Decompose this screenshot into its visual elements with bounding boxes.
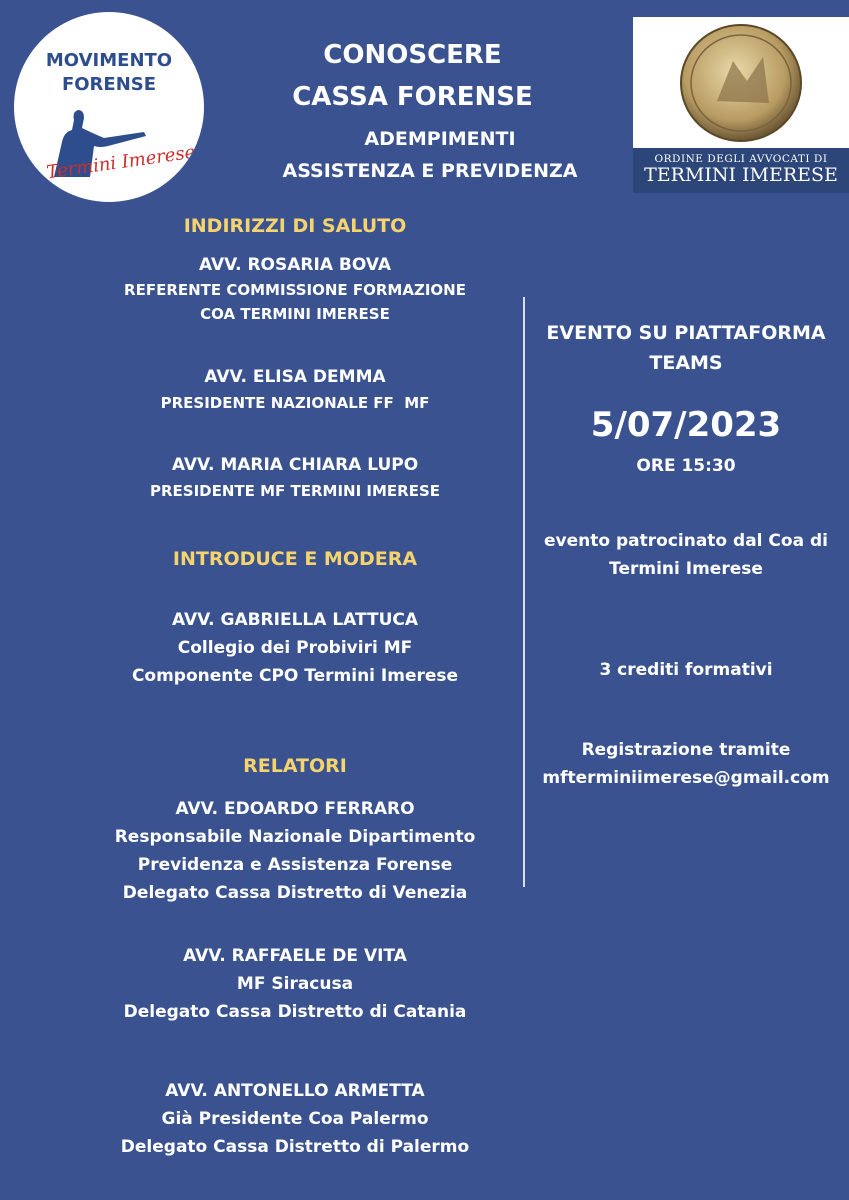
saluto-name-1: AVV. ROSARIA BOVA	[198, 255, 392, 275]
relatore-1-line-2: Previdenza e Assistenza Forense	[137, 855, 453, 875]
relatore-1-line-1: Responsabile Nazionale Dipartimento	[114, 827, 476, 847]
saluto-role-1b: COA TERMINI IMERESE	[200, 305, 390, 323]
modera-role-2: Componente CPO Termini Imerese	[131, 666, 459, 686]
subtitle-line-1: ADEMPIMENTI	[364, 128, 516, 150]
logo-line-2: FORENSE	[61, 74, 157, 95]
modera-name: AVV. GABRIELLA LATTUCA	[171, 610, 419, 630]
relatore-name-3: AVV. ANTONELLO ARMETTA	[165, 1081, 425, 1101]
platform-line-2: TEAMS	[649, 352, 723, 374]
saluto-role-3: PRESIDENTE MF TERMINI IMERESE	[149, 482, 441, 500]
platform-line-1: EVENTO SU PIATTAFORMA	[546, 322, 826, 344]
logo-line-1: MOVIMENTO	[45, 50, 173, 71]
registrazione-email[interactable]: mfterminiimerese@gmail.com	[542, 768, 830, 788]
movimento-forense-logo	[14, 12, 204, 202]
logo-script-text: Termini Imerese	[45, 141, 197, 184]
relatore-3-line-1: Già Presidente Coa Palermo	[161, 1109, 429, 1129]
saluto-name-3: AVV. MARIA CHIARA LUPO	[171, 455, 419, 475]
saluto-name-2: AVV. ELISA DEMMA	[204, 367, 386, 387]
title-line-2: CASSA FORENSE	[292, 82, 533, 112]
ordine-band	[633, 148, 849, 193]
relatori-heading: RELATORI	[243, 755, 347, 777]
subtitle-line-2: ASSISTENZA E PREVIDENZA	[282, 160, 578, 182]
registrazione-label: Registrazione tramite	[581, 740, 791, 760]
relatore-name-2: AVV. RAFFAELE DE VITA	[183, 946, 407, 966]
saluto-heading: INDIRIZZI DI SALUTO	[183, 215, 407, 237]
column-divider	[523, 297, 525, 887]
relatore-3-line-2: Delegato Cassa Distretto di Palermo	[120, 1137, 470, 1157]
relatore-2-line-1: MF Siracusa	[236, 974, 354, 994]
saluto-role-1a: REFERENTE COMMISSIONE FORMAZIONE	[124, 281, 466, 299]
modera-role-1: Collegio dei Probiviri MF	[177, 638, 413, 658]
title-line-1: CONOSCERE	[323, 40, 502, 70]
ordine-avvocati-logo	[633, 17, 849, 193]
ordine-line-1: ORDINE DEGLI AVVOCATI DI	[654, 153, 828, 165]
modera-heading: INTRODUCE E MODERA	[172, 548, 418, 570]
relatore-1-line-3: Delegato Cassa Distretto di Venezia	[122, 883, 468, 903]
ordine-line-2: TERMINI IMERESE	[644, 164, 838, 186]
patrocinio-line-2: Termini Imerese	[609, 559, 763, 579]
relatore-name-1: AVV. EDOARDO FERRARO	[175, 799, 415, 819]
crediti-formativi: 3 crediti formativi	[599, 660, 773, 680]
relatore-2-line-2: Delegato Cassa Distretto di Catania	[123, 1002, 467, 1022]
saluto-role-2: PRESIDENTE NAZIONALE FF MF	[160, 394, 430, 412]
medal-seal-icon	[677, 21, 805, 145]
event-date: 5/07/2023	[590, 405, 782, 445]
event-time: ORE 15:30	[636, 456, 736, 476]
patrocinio-line-1: evento patrocinato dal Coa di	[544, 531, 828, 551]
